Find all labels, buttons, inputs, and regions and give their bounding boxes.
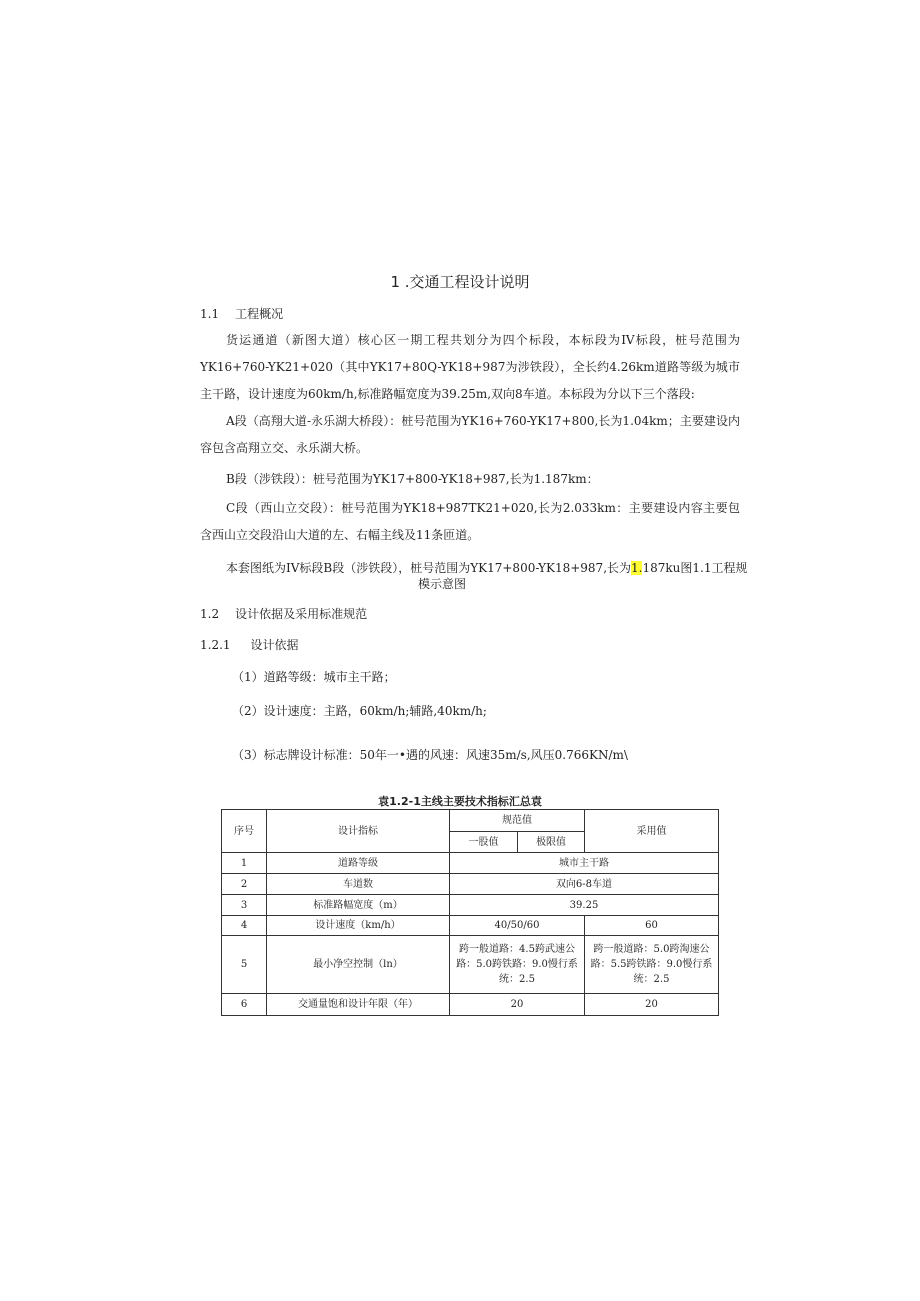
cell-item: 道路等级 [267,853,450,874]
document-title: 1 .交通工程设计说明 [390,273,530,291]
cell-spec: 跨一般道路：4.5跨武速公路：5.0跨铁路：9.0慢行系统：2.5 [450,936,585,994]
header-adopted: 采用值 [585,810,719,853]
paragraph-drawing-scope: 本套图纸为IV标段B段（涉铁段），桩号范围为YK17+800-YK18+987,长为1.187ku图1.1工程规 [226,561,748,575]
paragraph-section-c: C段（西山立交段）：桩号范围为YK18+987TK21+020,长为2.033km：主要建设内容主要包含西山立交段沿山大道的左、右幅主线及11条匝道。 [200,501,740,542]
cell-seq: 2 [222,874,267,895]
header-item: 设计指标 [267,810,450,853]
table-row [222,853,719,874]
figure-caption-continuation: 模示意图 [418,577,467,591]
spec-table [221,809,719,1016]
cell-spec: 40/50/60 [450,916,585,936]
section-number: 1.2 [200,607,220,621]
cell-spec: 20 [450,994,585,1016]
header-limit: 极限值 [518,832,585,853]
paragraph-overview: 货运通道（新图大道）核心区一期工程共划分为四个标段，本标段为IV标段，桩号范围为YK16+760-YK21+020（其中YK17+80Q-YK18+987为涉铁段），全长约4.26km道路等级为城市主干路，设计速度为60km/h,标准路幅宽度为39.25m,双向8车道。本标段为分以下三个落段: [200,333,740,401]
section-1-1-heading [200,305,283,322]
cell-seq: 6 [222,994,267,1016]
section-1-2-heading [200,605,367,622]
section-title: 设计依据及采用标准规范 [235,607,368,621]
table-row [222,874,719,895]
list-item-road-grade: （1）道路等级：城市主干路； [232,670,396,684]
cell-merged: 双向6-8车道 [450,874,719,895]
table-row [222,936,719,994]
cell-seq: 3 [222,895,267,916]
cell-merged: 城市主干路 [450,853,719,874]
cell-item: 标准路幅宽度（m） [267,895,450,916]
cell-merged: 39.25 [450,895,719,916]
header-seq: 序号 [222,810,267,853]
cell-seq: 4 [222,916,267,936]
table-row [222,895,719,916]
cell-item: 设计速度（km/h） [267,916,450,936]
paragraph-section-a: A段（高翔大道-永乐湖大桥段）：桩号范围为YK16+760-YK17+800,长为1.04km；主要建设内容包含高翔立交、永乐湖大桥。 [200,414,740,455]
table-header-row [222,810,719,832]
header-general: 一股值 [450,832,518,853]
table-row [222,994,719,1016]
table-row [222,916,719,936]
cell-seq: 1 [222,853,267,874]
cell-adopted: 20 [585,994,719,1016]
cell-item: 最小净空控制（ln） [267,936,450,994]
cell-seq: 5 [222,936,267,994]
cell-item: 车道数 [267,874,450,895]
header-spec: 规范值 [450,810,585,832]
list-item-sign-standard: （3）标志牌设计标准：50年一•遇的风速：风速35m/s,风压0.766KN/m\ [232,748,628,762]
section-1-2-1-heading [200,636,299,653]
cell-item: 交通量饱和设计年限（年） [267,994,450,1016]
highlight-mark: 1. [631,561,643,575]
cell-adopted: 跨一般道路：5.0跨淘速公路：5.5跨铁路：9.0慢行系统：2.5 [585,936,719,994]
section-number: 1.1 [200,307,220,321]
paragraph-section-b: B段（涉铁段）：桩号范围为YK17+800-YK18+987,长为1.187km： [226,472,599,486]
section-number: 1.2.1 [200,638,231,652]
list-item-design-speed: （2）设计速度：主路，60km/h;辅路,40km/h; [232,704,487,718]
section-title: 工程概况 [235,307,284,321]
table-caption: 袁1.2-1主线主要技术指标汇总袁 [378,795,542,808]
section-title: 设计依据 [250,638,299,652]
cell-adopted: 60 [585,916,719,936]
